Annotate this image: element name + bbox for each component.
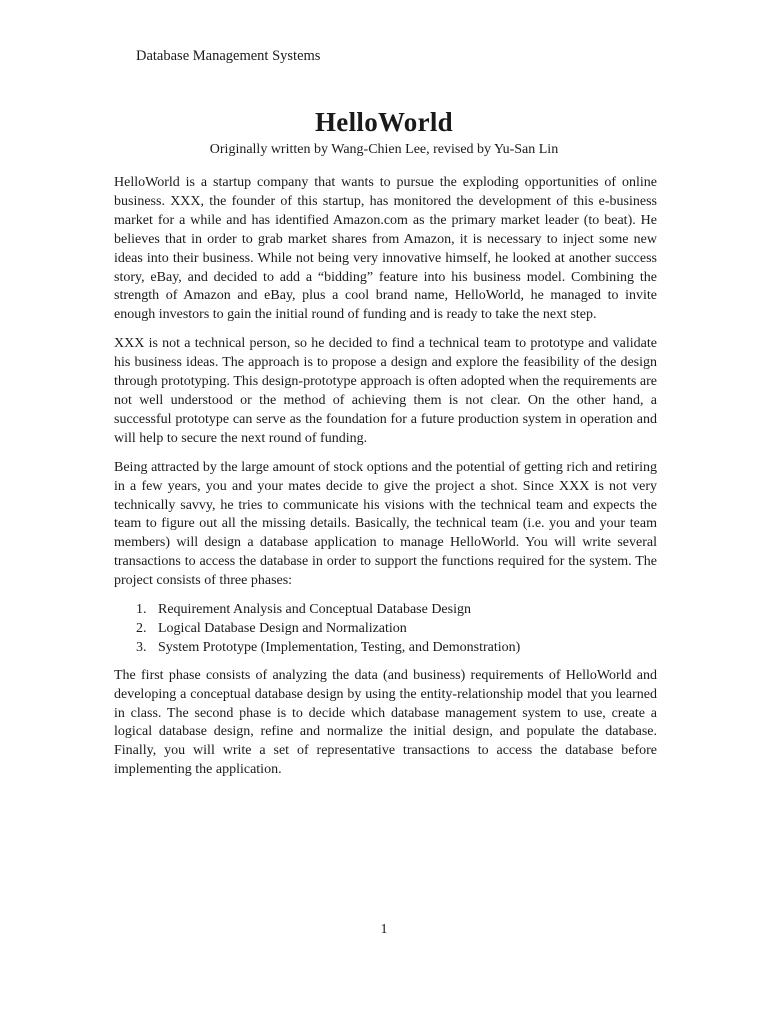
- list-item-text: Requirement Analysis and Conceptual Database Design: [158, 602, 471, 618]
- list-item-text: System Prototype (Implementation, Testing, and Demonstration): [158, 639, 521, 655]
- document-body: [114, 174, 657, 790]
- list-item: [114, 639, 657, 658]
- paragraph-phases-description: The first phase consists of analyzing the data (and business) requirements of HelloWorld and developing a conceptual database design by using the entity-relationship model that you learned in class. The second phase is to decide which database management system to use, create a logical database design, refine and normalize the initial design, and populate the database. Finally, you will write a set of representative transactions to access the database before implementing the application.: [114, 667, 657, 778]
- list-item: [114, 620, 657, 639]
- document-subtitle: Originally written by Wang-Chien Lee, revised by Yu-San Lin: [209, 142, 559, 157]
- list-item-number: 3.: [136, 639, 147, 655]
- phase-list: [114, 601, 657, 658]
- list-item-text: Logical Database Design and Normalization: [158, 620, 407, 636]
- paragraph-intro: HelloWorld is a startup company that wants to pursue the exploding opportunities of online business. XXX, the founder of this startup, has monitored the development of this e-business market for a while and has identified Amazon.com as the primary market leader (to beat). He believes that in order to grab market shares from Amazon, it is necessary to inject some new ideas into their business. While not being very innovative himself, he looked at another success story, eBay, and decided to add a “bidding” feature into his business model. Combining the strength of Amazon and eBay, plus a cool brand name, HelloWorld, he managed to invite enough investors to gain the initial round of funding and is ready to take the next step.: [114, 175, 657, 323]
- list-item-number: 1.: [136, 602, 147, 618]
- list-item-number: 2.: [136, 620, 147, 636]
- document-title: HelloWorld: [315, 107, 453, 137]
- page-number: 1: [380, 922, 388, 937]
- running-header: Database Management Systems: [136, 48, 321, 64]
- list-item: [114, 601, 657, 620]
- paragraph-approach: XXX is not a technical person, so he decided to find a technical team to prototype and validate his business ideas. The approach is to propose a design and explore the feasibility of the design through prototyping. This design-prototype approach is often adopted when the requirements are not well understood or the method of achieving them is not clear. On the other hand, a successful prototype can serve as the foundation for a future production system in operation and will help to secure the next round of funding.: [114, 336, 657, 446]
- paragraph-project: Being attracted by the large amount of stock options and the potential of getting rich and retiring in a few years, you and your mates decide to give the project a shot. Since XXX is not very technically savvy, he tries to communicate his visions with the technical team and expects the team to figure out all the missing details. Basically, the technical team (i.e. you and your team members) will design a database application to manage HelloWorld. You will write several transactions to access the database in order to support the functions required for the system. The project consists of three phases:: [114, 459, 657, 589]
